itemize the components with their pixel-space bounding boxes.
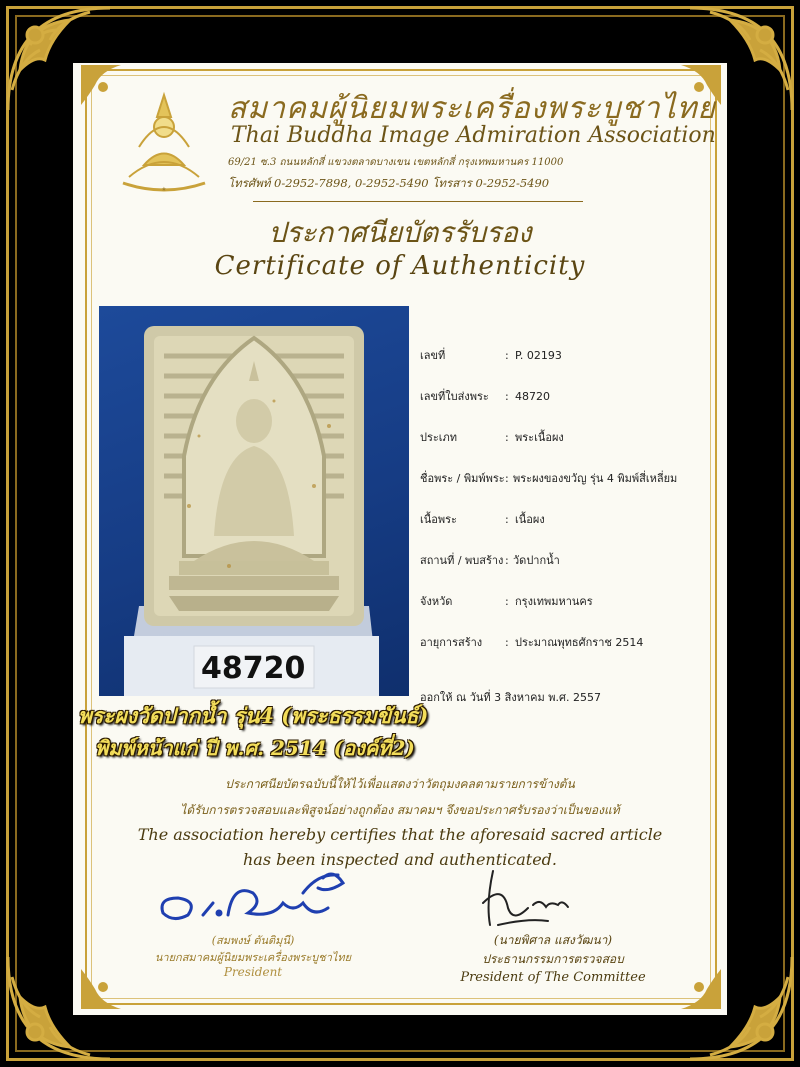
left-signatory-name: (สมพงษ์ ตันติมุนี) xyxy=(211,934,295,947)
statement-english-line2: has been inspected and authenticated. xyxy=(242,850,558,869)
detail-label: ประเภท xyxy=(420,431,458,444)
statement-thai-line2: ได้รับการตรวจสอบและพิสูจน์อย่างถูกต้อง สมาคมฯ จึงขอประกาศรับรองว่าเป็นของแท้ xyxy=(180,803,620,817)
svg-text:★: ★ xyxy=(161,186,167,193)
certificate-title-thai: ประกาศนียบัตรรับรอง xyxy=(268,216,532,249)
amulet-tag-number: 48720 xyxy=(201,651,306,686)
certificate-title-english: Certificate of Authenticity xyxy=(214,251,586,281)
caption-line2: พิมพ์หน้าแก่ ปี พ.ศ. 2514 (องค์ที่2) xyxy=(95,736,415,760)
header-divider xyxy=(253,201,583,202)
detail-row: เลขที่ : P. 02193 xyxy=(420,346,562,364)
detail-value: เนื้อผง xyxy=(515,513,545,526)
association-emblem-icon xyxy=(109,87,219,197)
right-signatory-role-english: President of The Committee xyxy=(460,970,646,985)
detail-value: กรุงเทพมหานคร xyxy=(515,595,593,608)
detail-row: อายุการสร้าง : ประมาณพุทธศักราช 2514 xyxy=(420,633,643,651)
detail-row: ชื่อพระ / พิมพ์พระ: พระผงของขวัญ รุ่น 4 พิมพ์สี่เหลี่ยม xyxy=(420,469,677,487)
caption-line1: พระผงวัดปากน้ำ รุ่น4 (พระธรรมขันธ์) xyxy=(78,703,429,728)
detail-row: สถานที่ / พบสร้าง : วัดปากน้ำ xyxy=(420,551,560,569)
left-signature-icon xyxy=(153,863,363,933)
detail-label: สถานที่ / พบสร้าง xyxy=(420,554,504,567)
detail-label: เลขที่ xyxy=(420,349,446,362)
detail-value: 48720 xyxy=(515,390,550,403)
certificate-paper xyxy=(73,63,727,1015)
detail-value: พระผงของขวัญ รุ่น 4 พิมพ์สี่เหลี่ยม xyxy=(513,472,678,485)
right-signature-icon xyxy=(468,863,608,933)
detail-row: เนื้อพระ : เนื้อผง xyxy=(420,510,545,528)
statement-english-line1: The association hereby certifies that the aforesaid sacred article xyxy=(137,825,663,844)
amulet-image xyxy=(99,306,409,696)
detail-value: พระเนื้อผง xyxy=(515,431,564,444)
association-name-english: Thai Buddha Image Admiration Association xyxy=(231,123,716,148)
detail-label: อายุการสร้าง xyxy=(420,636,483,649)
statement-thai-line1: ประกาศนียบัตรฉบับนี้ให้ไว้เพื่อแสดงว่าวัตถุมงคลตามรายการข้างต้น xyxy=(225,777,575,791)
detail-row: ประเภท : พระเนื้อผง xyxy=(420,428,564,446)
detail-row: จังหวัด : กรุงเทพมหานคร xyxy=(420,592,593,610)
association-address: 69/21 ซ.3 ถนนหลักสี่ แขวงตลาดบางเขน เขตหลักสี่ กรุงเทพมหานคร 11000 xyxy=(228,157,564,168)
issue-date: ออกให้ ณ วันที่ 3 สิงหาคม พ.ศ. 2557 xyxy=(420,691,601,704)
association-name-thai: สมาคมผู้นิยมพระเครื่องพระบูชาไทย xyxy=(228,91,717,126)
association-phone: โทรศัพท์ 0-2952-7898, 0-2952-5490 โทรสาร 0-2952-5490 xyxy=(228,176,550,190)
detail-row: เลขที่ใบส่งพระ : 48720 xyxy=(420,387,550,405)
left-signatory-role-english: President xyxy=(223,965,283,979)
detail-label: เนื้อพระ xyxy=(420,513,457,526)
paper-corner-ornament-icon xyxy=(81,939,151,1009)
detail-value: วัดปากน้ำ xyxy=(513,554,560,567)
detail-value: ประมาณพุทธศักราช 2514 xyxy=(515,636,644,649)
detail-label: เลขที่ใบส่งพระ xyxy=(420,390,489,403)
left-signatory-role: นายกสมาคมผู้นิยมพระเครื่องพระบูชาไทย xyxy=(154,951,352,964)
amulet-photo xyxy=(99,306,409,696)
detail-label: จังหวัด xyxy=(420,595,453,608)
right-signatory-name: (นายพิศาล แสงวัฒนา) xyxy=(493,933,613,947)
right-signatory-role: ประธานกรรมการตรวจสอบ xyxy=(482,952,624,966)
detail-value: P. 02193 xyxy=(515,349,562,362)
detail-label: ชื่อพระ / พิมพ์พระ xyxy=(420,472,505,485)
